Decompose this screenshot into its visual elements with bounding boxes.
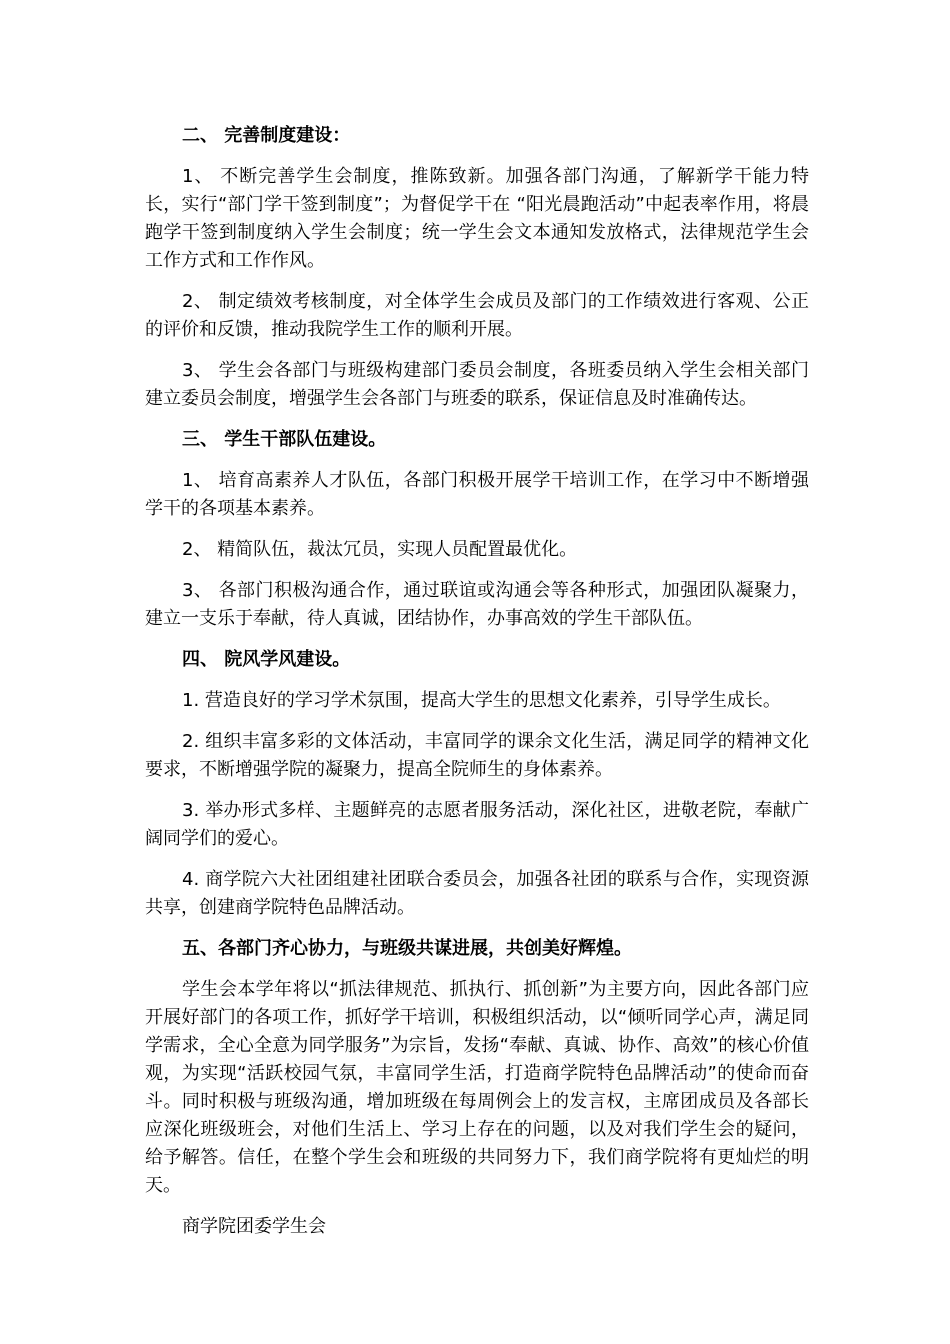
document-body	[145, 122, 809, 1241]
section-heading-5: 五、各部门齐心协力，与班级共谋进展，共创美好辉煌。	[182, 938, 632, 959]
section-4-item-2: 2. 组织丰富多彩的文体活动，丰富同学的课余文化生活，满足同学的精神文化要求，不断增强学院的凝聚力，提高全院师生的身体素养。	[145, 731, 809, 780]
section-heading-3: 三、 学生干部队伍建设。	[182, 429, 387, 450]
section-3-item-1: 1、 培育高素养人才队伍，各部门积极开展学干培训工作，在学习中不断增强学干的各项基本素养。	[145, 470, 809, 519]
section-2-item-3: 3、 学生会各部门与班级构建部门委员会制度，各班委员纳入学生会相关部门建立委员会制度，增强学生会各部门与班委的联系，保证信息及时准确传达。	[145, 360, 809, 409]
section-4-item-4: 4. 商学院六大社团组建社团联合委员会，加强各社团的联系与合作，实现资源共享，创建商学院特色品牌活动。	[145, 869, 809, 918]
section-2-item-1: 1、 不断完善学生会制度，推陈致新。加强各部门沟通，了解新学干能力特长，实行“部门学干签到制度”；为督促学干在 “阳光晨跑活动”中起表率作用，将晨跑学干签到制度纳入学生会制度；统一学生会文本通知发放格式，法律规范学生会工作方式和工作作风。	[145, 166, 809, 271]
section-4-item-1: 1. 营造良好的学习学术氛围，提高大学生的思想文化素养，引导学生成长。	[182, 690, 781, 711]
section-2-item-2: 2、 制定绩效考核制度，对全体学生会成员及部门的工作绩效进行客观、公正的评价和反馈，推动我院学生工作的顺利开展。	[145, 291, 809, 340]
section-heading-4: 四、 院风学风建设。	[182, 649, 351, 670]
section-5-body: 学生会本学年将以“抓法律规范、抓执行、抓创新”为主要方向，因此各部门应开展好部门的各项工作，抓好学干培训，积极组织活动，以“倾听同学心声，满足同学需求，全心全意为同学服务”为宗旨，发扬“奉献、真诚、协作、高效”的核心价值观，为实现“活跃校园气氛，丰富同学生活，打造商学院特色品牌活动”的使命而奋斗。同时积极与班级沟通，增加班级在每周例会上的发言权，主席团成员及各部长应深化班级班会，对他们生活上、学习上存在的问题，以及对我们学生会的疑问，给予解答。信任，在整个学生会和班级的共同努力下，我们商学院将有更灿烂的明天。	[145, 979, 809, 1196]
section-4-item-3: 3. 举办形式多样、主题鲜亮的志愿者服务活动，深化社区，进敬老院，奉献广阔同学们的爱心。	[145, 800, 809, 849]
signature: 商学院团委学生会	[182, 1216, 326, 1237]
section-3-item-2: 2、 精简队伍，裁汰冗员，实现人员配置最优化。	[182, 539, 578, 560]
section-heading-2: 二、 完善制度建设：	[182, 125, 351, 146]
section-3-item-3: 3、 各部门积极沟通合作，通过联谊或沟通会等各种形式，加强团队凝聚力，建立一支乐于奉献，待人真诚，团结协作，办事高效的学生干部队伍。	[145, 580, 809, 629]
